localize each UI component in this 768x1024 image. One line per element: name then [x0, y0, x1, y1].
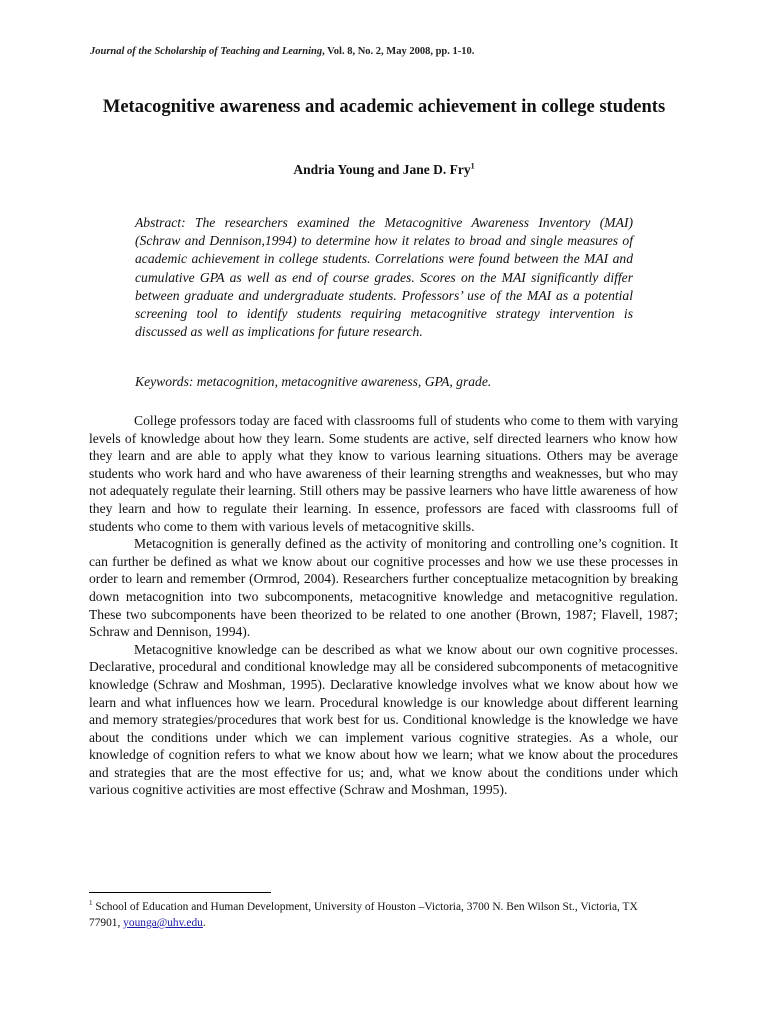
- footnote-mark: 1: [89, 899, 93, 908]
- footnote-text: School of Education and Human Development, University of Houston –Victoria, 3700 N. Ben Wilson St., Victoria, TX 77901,: [89, 901, 638, 929]
- footnote: [89, 899, 669, 931]
- journal-header: [90, 46, 690, 57]
- footnote-trailing: .: [202, 917, 206, 929]
- keywords: Keywords: metacognition, metacognitive awareness, GPA, grade.: [135, 374, 492, 389]
- paragraph: Metacognitive knowledge can be described as what we know about our own cognitive processes. Declarative, procedural and conditional knowledge may all be considered subcomponents of metacognitive knowledge (Schraw and Moshman, 1995). Declarative knowledge involves what we know about how we learn and what influences how we learn. Procedural knowledge is our knowledge about different learning and memory strategies/procedures that work best for us. Conditional knowledge is the knowledge we have about the conditions under which we can implement various cognitive strategies. As a whole, our knowledge of cognition refers to what we know about how we learn; what we know about the procedures and strategies that are the most effective for us; and, what we know about the conditions under which various cognitive activities are most effective (Schraw and Moshman, 1995).: [89, 641, 678, 798]
- body-text: [89, 412, 678, 799]
- abstract: Abstract: The researchers examined the Metacognitive Awareness Inventory (MAI) (Schraw and Dennison,1994) to determine how it relates to broad and single measures of academic achievement in college students. Correlations were found between the MAI and cumulative GPA as well as end of course grades. Scores on the MAI significantly differ between graduate and undergraduate students. Professors’ use of the MAI as a potential screening tool to identify students requiring metacognitive strategy intervention is discussed as well as implications for future research.: [135, 215, 633, 340]
- paragraph: Metacognition is generally defined as the activity of monitoring and controlling one’s cognition. It can further be defined as what we know about our cognitive processes and how we use these processes in order to learn and remember (Ormrod, 2004). Researchers further conceptualize metacognition by breaking down metacognition into two subcomponents, metacognitive knowledge and metacognitive regulation. These two subcomponents have been theorized to be related to one another (Brown, 1987; Flavell, 1987; Schraw and Dennison, 1994).: [89, 536, 678, 640]
- journal-details: , Vol. 8, No. 2, May 2008, pp. 1-10.: [322, 46, 475, 57]
- email-link[interactable]: younga@uhv.edu: [123, 917, 203, 929]
- footnote-divider: [89, 892, 271, 893]
- author-names: Andria Young and Jane D. Fry: [293, 162, 471, 177]
- paper-title: Metacognitive awareness and academic achievement in college students: [102, 97, 666, 117]
- paragraph: College professors today are faced with classrooms full of students who come to them with varying levels of knowledge about how they learn. Some students are active, self directed learners who know how they learn and are able to apply what they know to various learning situations. Others may be average students who work hard and who have awareness of their learning strengths and weaknesses, but who may not adequately regulate their learning. Still others may be passive learners who have little awareness of how they learn and how to regulate their learning. In essence, professors are faced with classrooms full of students who come to them with various levels of metacognitive skills.: [89, 413, 678, 534]
- author-line: [100, 162, 668, 178]
- journal-name: Journal of the Scholarship of Teaching and Learning: [90, 46, 323, 57]
- author-footnote-mark: 1: [470, 161, 475, 171]
